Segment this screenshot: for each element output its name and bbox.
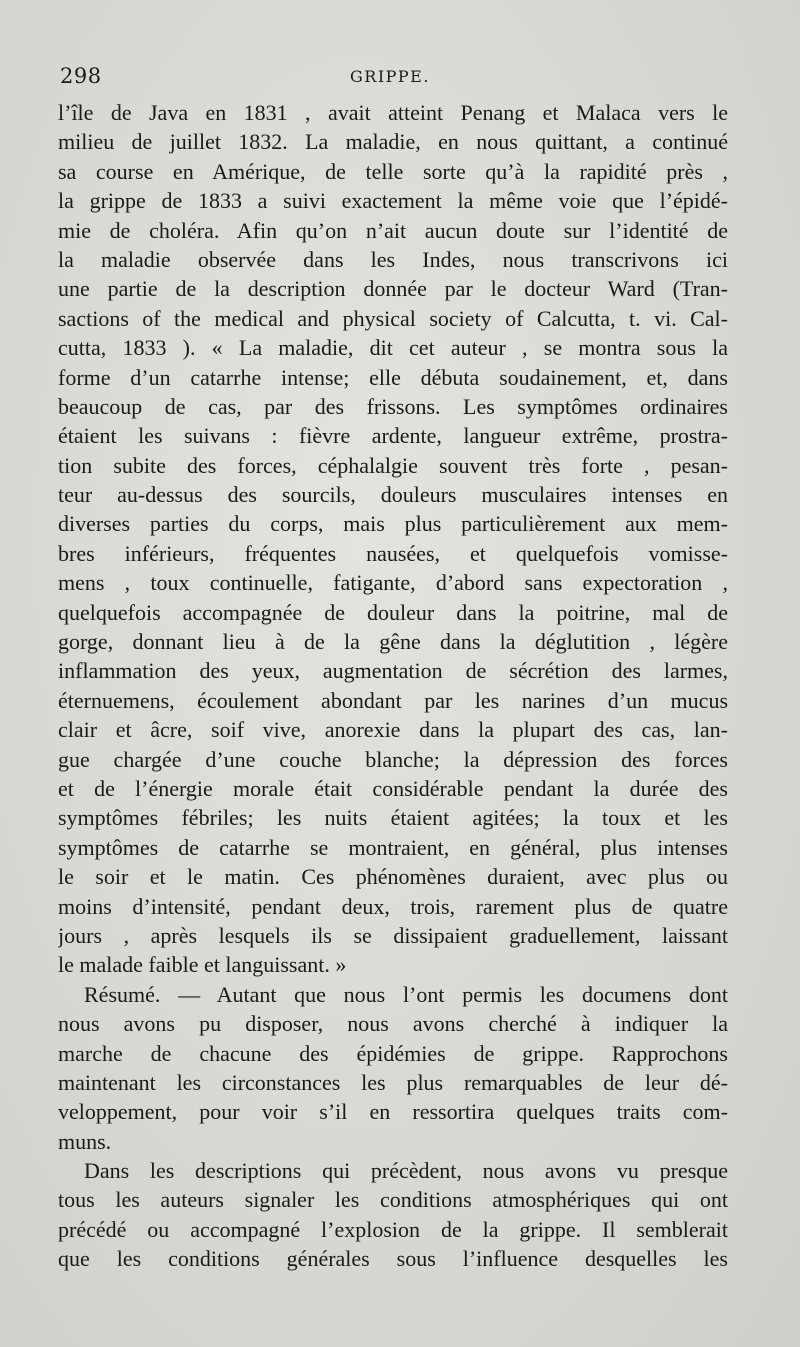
text-line: gue chargée d’une couche blanche; la dépression des forces <box>58 746 728 772</box>
text-line: une partie de la description donnée par le docteur Ward (Tran- <box>58 276 728 302</box>
text-line: symptômes de catarrhe se montraient, en général, plus intenses <box>58 834 728 860</box>
text-line: forme d’un catarrhe intense; elle débuta soudainement, et, dans <box>58 364 728 390</box>
page-number: 298 <box>60 64 102 88</box>
text-line: moins d’intensité, pendant deux, trois, rarement plus de quatre <box>58 893 728 919</box>
body-text <box>58 98 728 1274</box>
text-line: diverses parties du corps, mais plus particulièrement aux mem- <box>58 511 728 537</box>
text-line: tous les auteurs signaler les conditions atmosphériques qui ont <box>58 1187 728 1213</box>
text-line: teur au-dessus des sourcils, douleurs musculaires intenses en <box>58 482 728 508</box>
text-line: Résumé. — Autant que nous l’ont permis les documens dont <box>84 981 728 1007</box>
text-line: bres inférieurs, fréquentes nausées, et quelquefois vomisse- <box>58 540 728 566</box>
text-line: maintenant les circonstances les plus remarquables de leur dé- <box>58 1069 728 1095</box>
text-line: veloppement, pour voir s’il en ressortira quelques traits com- <box>58 1099 728 1125</box>
page-header <box>60 64 730 94</box>
text-line: symptômes fébriles; les nuits étaient agitées; la toux et les <box>58 805 728 831</box>
text-line: le malade faible et languissant. » <box>58 952 347 978</box>
text-line: jours , après lesquels ils se dissipaient graduellement, laissant <box>58 922 728 948</box>
text-line: muns. <box>58 1128 112 1154</box>
text-line: quelquefois accompagnée de douleur dans la poitrine, mal de <box>58 599 728 625</box>
running-head: GRIPPE. <box>350 67 430 86</box>
text-line: tion subite des forces, céphalalgie souvent très forte , pesan- <box>58 452 728 478</box>
text-line: que les conditions générales sous l’influence desquelles les <box>58 1246 728 1272</box>
text-line: clair et âcre, soif vive, anorexie dans la plupart des cas, lan- <box>58 717 728 743</box>
text-line: le soir et le matin. Ces phénomènes duraient, avec plus ou <box>58 864 728 890</box>
text-line: et de l’énergie morale était considérable pendant la durée des <box>58 775 728 801</box>
text-line: précédé ou accompagné l’explosion de la grippe. Il semblerait <box>58 1216 728 1242</box>
text-line: nous avons pu disposer, nous avons cherché à indiquer la <box>58 1011 728 1037</box>
text-line: inflammation des yeux, augmentation de sécrétion des larmes, <box>58 658 728 684</box>
text-line: gorge, donnant lieu à de la gêne dans la déglutition , légère <box>58 629 728 655</box>
text-line: marche de chacune des épidémies de grippe. Rapprochons <box>58 1040 728 1066</box>
text-line: cutta, 1833 ). « La maladie, dit cet auteur , se montra sous la <box>58 335 728 361</box>
text-line: mie de choléra. Afin qu’on n’ait aucun doute sur l’identité de <box>58 217 728 243</box>
text-line: milieu de juillet 1832. La maladie, en nous quittant, a continué <box>58 129 728 155</box>
text-line: mens , toux continuelle, fatigante, d’abord sans expectoration , <box>58 570 728 596</box>
text-line: sactions of the medical and physical society of Calcutta, t. vi. Cal- <box>58 305 728 331</box>
text-line: éternuemens, écoulement abondant par les narines d’un mucus <box>58 687 728 713</box>
text-line: étaient les suivans : fièvre ardente, langueur extrême, prostra- <box>58 423 728 449</box>
text-line: beaucoup de cas, par des frissons. Les symptômes ordinaires <box>58 393 728 419</box>
text-line: Dans les descriptions qui précèdent, nous avons vu presque <box>84 1158 728 1184</box>
text-line: la grippe de 1833 a suivi exactement la même voie que l’épidé- <box>58 188 728 214</box>
text-line: sa course en Amérique, de telle sorte qu’à la rapidité près , <box>58 158 728 184</box>
text-line: la maladie observée dans les Indes, nous transcrivons ici <box>58 246 728 272</box>
text-line: l’île de Java en 1831 , avait atteint Penang et Malaca vers le <box>58 100 728 125</box>
